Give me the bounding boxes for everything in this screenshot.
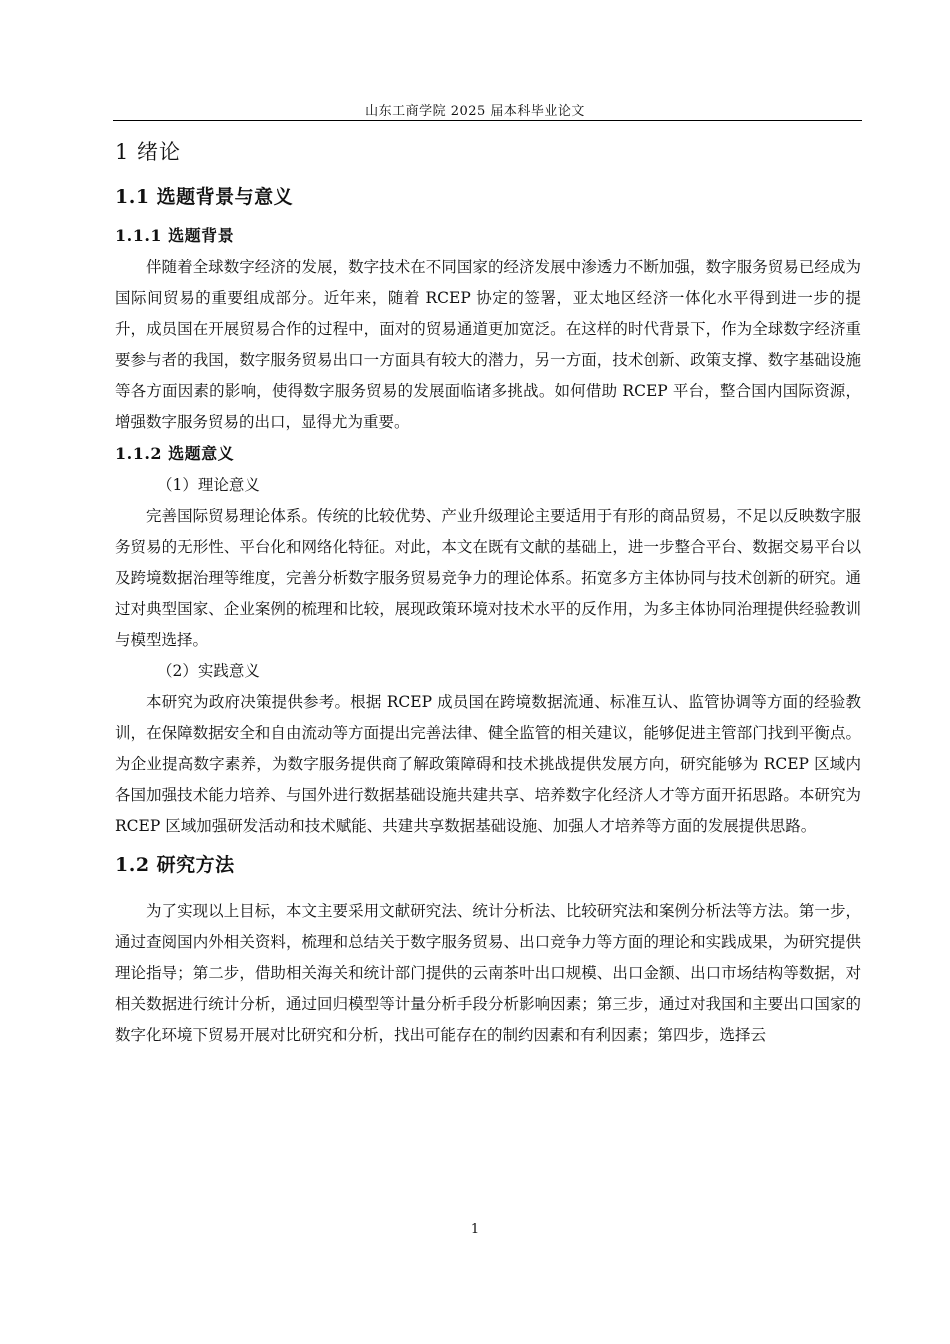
running-header: 山东工商学院 2025 届本科毕业论文	[365, 104, 585, 119]
paragraph-theory: 完善国际贸易理论体系。传统的比较优势、产业升级理论主要适用于有形的商品贸易，不足以反映数字服务贸易的无形性、平台化和网络化特征。对此，本文在既有文献的基础上，进一步整合平台、数据交易平台以及跨境数据治理等维度，完善分析数字服务贸易竞争力的理论体系。拓宽多方主体协同与技术创新的研究。通过对典型国家、企业案例的梳理和比较，展现政策环境对技术水平的反作用，为多主体协同治理提供经验教训与模型选择。	[115, 507, 861, 649]
header-divider	[113, 120, 862, 121]
chapter-title: 1 绪论	[115, 140, 182, 164]
subsection-title-1-1-2: 1.1.2 选题意义	[115, 444, 235, 463]
subsection-title-1-1-1: 1.1.1 选题背景	[115, 226, 235, 245]
section-spacer	[115, 888, 861, 896]
section-title-1-1: 1.1 选题背景与意义	[115, 186, 294, 208]
paragraph-background: 伴随着全球数字经济的发展，数字技术在不同国家的经济发展中渗透力不断加强，数字服务贸易已经成为国际间贸易的重要组成部分。近年来，随着 RCEP 协定的签署，亚太地区经济一体化水平得到进一步的提升，成员国在开展贸易合作的过程中，面对的贸易通道更加宽泛。在这样的时代背景下，作为全球数字经济重要参与者的我国，数字服务贸易出口一方面具有较大的潜力，另一方面，技术创新、政策支撑、数字基础设施等各方面因素的影响，使得数字服务贸易的发展面临诸多挑战。如何借助 RCEP 平台，整合国内国际资源，增强数字服务贸易的出口，显得尤为重要。	[115, 258, 861, 431]
paragraph-methods: 为了实现以上目标，本文主要采用文献研究法、统计分析法、比较研究法和案例分析法等方法。第一步，通过查阅国内外相关资料，梳理和总结关于数字服务贸易、出口竞争力等方面的理论和实践成果，为研究提供理论指导；第二步，借助相关海关和统计部门提供的云南茶叶出口规模、出口金额、出口市场结构等数据，对相关数据进行统计分析，通过回归模型等计量分析手段分析影响因素；第三步，通过对我国和主要出口国家的数字化环境下贸易开展对比研究和分析，找出可能存在的制约因素和有利因素；第四步，选择云	[115, 902, 861, 1044]
page-body	[115, 130, 861, 1051]
page-number: 1	[470, 1222, 480, 1237]
paragraph-practice: 本研究为政府决策提供参考。根据 RCEP 成员国在跨境数据流通、标准互认、监管协调等方面的经验教训，在保障数据安全和自由流动等方面提出完善法律、健全监管的相关建议，能够促进主管部门找到平衡点。为企业提高数字素养，为数字服务提供商了解政策障碍和技术挑战提供发展方向，研究能够为 RCEP 区域内各国加强技术能力培养、与国外进行数据基础设施共建共享、培养数字化经济人才等方面开拓思路。本研究为 RCEP 区域加强研发活动和技术赋能、共建共享数据基础设施、加强人才培养等方面的发展提供思路。	[115, 693, 861, 835]
practice-significance-label: （2）实践意义	[157, 662, 260, 680]
section-title-1-2: 1.2 研究方法	[115, 854, 235, 876]
theory-significance-label: （1）理论意义	[157, 476, 260, 494]
